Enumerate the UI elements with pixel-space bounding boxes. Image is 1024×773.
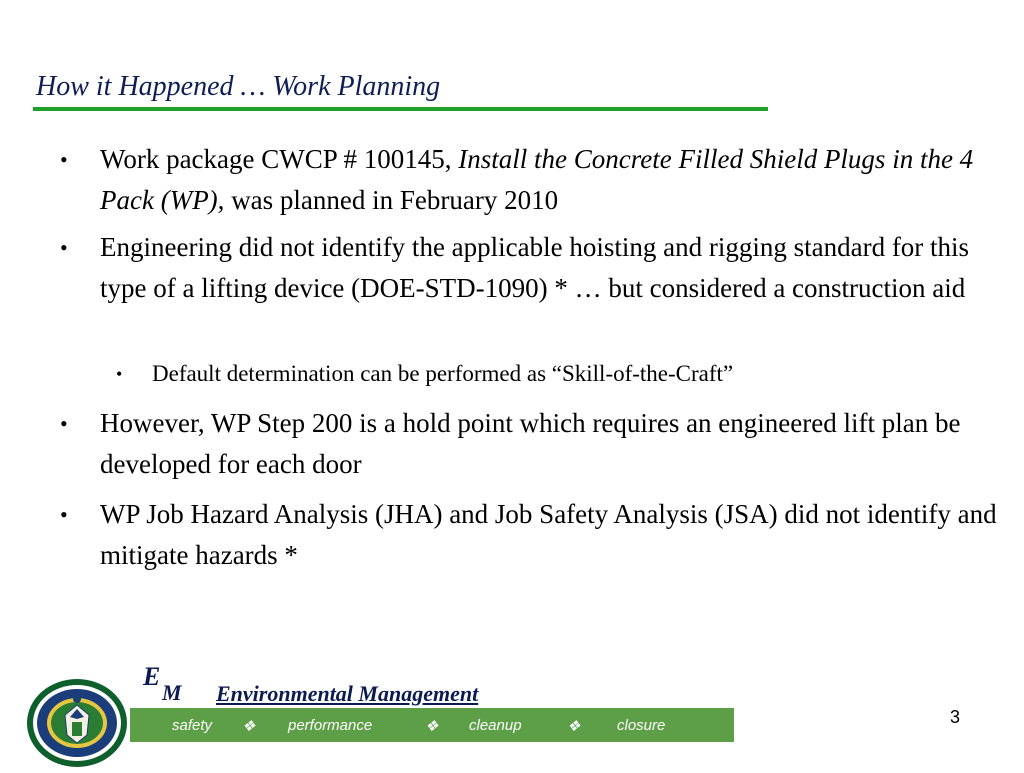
bullet-dot: •: [60, 502, 68, 527]
bullet-jha-jsa: [60, 494, 1000, 576]
em-logo: [143, 662, 182, 705]
diamond-icon: ❖: [425, 718, 439, 735]
bullet-work-package: [60, 139, 1000, 221]
bullet-dot: •: [60, 147, 68, 172]
bullet-italic-text: Install the Concrete Filled Shield Plugs in the 4 Pack (WP),: [100, 144, 974, 215]
doe-seal-icon: [26, 677, 129, 768]
bullet-engineering: [60, 227, 1000, 309]
bullet-text: However, WP Step 200 is a hold point which requires an engineered lift plan be developed for each door: [100, 408, 961, 479]
bullet-dot: •: [116, 364, 123, 384]
bullet-text: was planned in February 2010: [224, 185, 559, 215]
bullet-text: WP Job Hazard Analysis (JHA) and Job Safety Analysis (JSA) did not identify and mitigate hazards *: [100, 499, 997, 570]
bullet-dot: •: [60, 411, 68, 436]
em-logo-e: E: [143, 662, 161, 691]
motto-performance: performance: [288, 717, 373, 734]
motto-safety: safety: [172, 717, 213, 734]
em-logo-m: M: [162, 680, 182, 705]
bullet-text: Work package CWCP # 100145,: [100, 144, 459, 174]
page-title: How it Happened … Work Planning: [36, 71, 441, 102]
title-underline: [33, 107, 768, 111]
bullet-hold-point: [60, 403, 1000, 485]
page-number: 3: [950, 707, 961, 727]
motto-band: [130, 708, 734, 742]
motto-closure: closure: [617, 717, 666, 734]
diamond-icon: ❖: [242, 718, 256, 735]
diamond-icon: ❖: [567, 718, 581, 735]
sub-bullet-default-determination: [116, 358, 992, 390]
bullet-text: Default determination can be performed as “Skill-of-the-Craft”: [152, 361, 734, 386]
motto-cleanup: cleanup: [469, 717, 522, 734]
bullet-text: Engineering did not identify the applicable hoisting and rigging standard for this type of a lifting device (DOE-STD-1090) * … but considered a construction aid: [100, 232, 970, 303]
org-name: Environmental Management: [216, 681, 479, 706]
bullet-dot: •: [60, 235, 68, 260]
